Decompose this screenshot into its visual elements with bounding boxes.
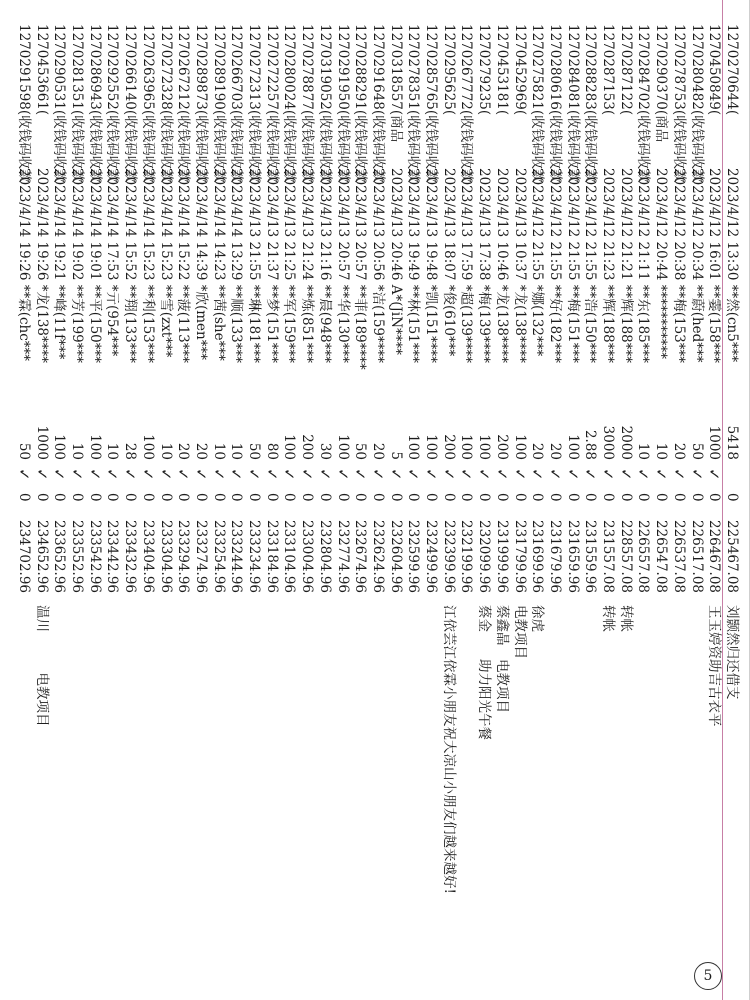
balance-cell: 233432.96 — [122, 520, 139, 594]
datetime-cell: 2023/4/13 20:56 *洁(159**** — [370, 168, 386, 363]
amount-cell: 20 — [670, 442, 687, 460]
ledger-row — [14, 0, 34, 1000]
datetime-cell: 2023/4/13 17:38 *梅(139**** — [476, 168, 493, 363]
check-mark: ✓ — [546, 468, 564, 481]
ledger-row — [722, 0, 742, 1000]
reference-cell: 1270291598(收钱码收款 — [16, 24, 32, 183]
zero-cell: 0 — [316, 493, 333, 502]
zero-cell: 0 — [688, 493, 705, 502]
note-cell: 转帐 — [600, 605, 617, 632]
zero-cell: 0 — [228, 493, 245, 502]
ledger-row — [368, 0, 388, 1000]
reference-cell: 1270280616(收钱码收款 — [547, 24, 563, 183]
reference-cell: 1270267772(收钱码收款 — [458, 24, 475, 183]
reference-cell: 1270284702(收钱码收款 — [635, 24, 652, 183]
amount-cell: 10 — [653, 442, 670, 460]
amount-cell: 200 — [299, 434, 316, 460]
zero-cell: 0 — [670, 493, 687, 502]
datetime-cell: 2023/4/14 19:21 **峰(11f*** — [51, 168, 68, 360]
zero-cell: 0 — [370, 493, 386, 502]
datetime-cell: 2023/4/13 20:57 **华(130*** — [334, 168, 351, 363]
ledger-row — [209, 0, 229, 1000]
zero-cell: 0 — [440, 493, 457, 502]
datetime-cell: 2023/4/13 21:25 **军(159*** — [281, 168, 298, 363]
amount-cell: 200 — [440, 434, 457, 460]
amount-cell: 100 — [334, 434, 351, 460]
check-mark: ✓ — [227, 468, 246, 481]
check-mark: ✓ — [616, 468, 635, 481]
balance-cell: 225467.08 — [724, 520, 740, 594]
zero-cell: 0 — [600, 493, 617, 502]
ledger-row — [67, 0, 87, 1000]
check-mark: ✓ — [262, 468, 281, 481]
check-mark: ✓ — [333, 468, 352, 481]
zero-cell: 0 — [706, 493, 723, 502]
datetime-cell: 2023/4/14 19:01 **平(150*** — [86, 168, 103, 363]
check-mark: ✓ — [121, 468, 140, 481]
ledger-row — [457, 0, 477, 1000]
datetime-cell: 2023/4/13 18:07 *俊(610*** — [440, 168, 457, 357]
amount-cell: 50 — [352, 442, 369, 460]
note-cell: 徐虎 — [529, 605, 546, 632]
balance-cell: 231799.96 — [511, 520, 528, 594]
ledger-row — [103, 0, 123, 1000]
reference-cell: 1270285765(收钱码收款 — [423, 24, 440, 183]
balance-cell: 231999.96 — [493, 520, 510, 594]
balance-cell: 233274.96 — [193, 520, 209, 594]
reference-cell: 1270272328(收钱码收款 — [157, 24, 174, 183]
datetime-cell: 2023/4/13 10:37 *龙(138**** — [511, 168, 528, 363]
reference-cell: 1270319052(收钱码收款 — [316, 24, 333, 183]
zero-cell: 0 — [423, 493, 440, 502]
ledger-row — [350, 0, 370, 1000]
ledger-row — [545, 0, 565, 1000]
amount-cell: 100 — [86, 434, 103, 460]
reference-cell: 1270280024(收钱码收款 — [281, 24, 298, 183]
check-mark: ✓ — [510, 468, 529, 481]
ledger-row — [156, 0, 176, 1000]
zero-cell: 0 — [104, 493, 121, 502]
datetime-cell: 2023/4/14 19:26 **霖(chc*** — [16, 168, 32, 362]
check-mark: ✓ — [599, 468, 618, 481]
amount-cell: 100 — [51, 434, 68, 460]
reference-cell: 1270278351(收钱码收款 — [405, 24, 422, 183]
ledger-row — [297, 0, 317, 1000]
reference-cell: 1270281351(收钱码收款 — [69, 24, 86, 183]
datetime-cell: 2023/4/13 21:37 **梦(151*** — [263, 168, 280, 363]
ledger-row — [510, 0, 530, 1000]
note-cell: 蔡金 助力阳光午餐 — [476, 605, 493, 740]
reference-cell: 1270290531(收钱码收款 — [51, 24, 68, 183]
ledger-row — [616, 0, 636, 1000]
check-mark: ✓ — [209, 468, 228, 481]
check-mark: ✓ — [192, 468, 210, 481]
datetime-cell: 2023/4/14 19:02 **芳(199*** — [69, 168, 86, 363]
zero-cell: 0 — [653, 493, 670, 502]
zero-cell: 0 — [387, 493, 404, 502]
ledger-row — [333, 0, 353, 1000]
datetime-cell: 2023/4/13 17:59 *超(139**** — [458, 168, 475, 363]
reference-cell: 1270288283(收钱码收款 — [582, 24, 599, 183]
zero-cell: 0 — [210, 493, 227, 502]
reference-cell: 1270280482(收钱码收款 — [688, 24, 705, 183]
check-mark: ✓ — [315, 468, 334, 481]
amount-cell: 20 — [175, 442, 192, 460]
ledger-row — [315, 0, 335, 1000]
amount-cell: 100 — [564, 434, 581, 460]
zero-cell: 0 — [16, 493, 32, 502]
check-mark: ✓ — [652, 468, 671, 481]
reference-cell: 1270266140(收钱码收款 — [122, 24, 139, 183]
zero-cell: 0 — [281, 493, 298, 502]
datetime-cell: 2023/4/12 21:11 **东(185*** — [635, 168, 652, 363]
amount-cell: 20 — [370, 442, 386, 460]
datetime-cell: 2023/4/13 19:49 **林(151*** — [405, 168, 422, 363]
balance-cell: 232774.96 — [334, 520, 351, 594]
balance-cell: 226547.08 — [653, 520, 670, 594]
page-number: 5 — [694, 962, 722, 990]
balance-cell: 233542.96 — [86, 520, 103, 594]
amount-cell: 20 — [529, 442, 546, 460]
datetime-cell: 2023/4/12 21:23 **辉(188*** — [600, 168, 617, 363]
amount-cell: 200 — [493, 434, 510, 460]
check-mark: ✓ — [439, 468, 458, 481]
balance-cell: 233552.96 — [69, 520, 86, 594]
check-mark: ✓ — [32, 468, 51, 481]
check-mark: ✓ — [581, 468, 600, 481]
zero-cell: 0 — [175, 493, 192, 502]
ledger-row — [563, 0, 583, 1000]
balance-cell: 232399.96 — [440, 520, 457, 594]
datetime-cell: 2023/4/13 21:55 **琳(181*** — [246, 168, 263, 363]
ledger-row — [191, 0, 211, 1000]
balance-cell: 226467.08 — [706, 520, 723, 594]
reference-cell: 1270275821(收钱码收款 — [529, 24, 546, 183]
amount-cell: 10 — [104, 442, 121, 460]
check-mark: ✓ — [298, 468, 317, 481]
ledger-row — [651, 0, 671, 1000]
datetime-cell: 2023/4/12 20:44 *********** — [653, 168, 670, 359]
reference-cell: 1270295625( — [440, 24, 457, 116]
reference-cell: 1270278753(收钱码收款 — [670, 24, 687, 183]
check-mark: ✓ — [280, 468, 299, 481]
ledger-row — [421, 0, 441, 1000]
amount-cell: 100 — [458, 434, 475, 460]
check-mark: ✓ — [563, 468, 582, 481]
check-mark: ✓ — [103, 468, 122, 481]
ledger-row — [262, 0, 282, 1000]
amount-cell: 10 — [228, 442, 245, 460]
balance-cell: 233404.96 — [139, 520, 156, 594]
datetime-cell: 2023/4/12 21:55 **梅(151*** — [564, 168, 581, 363]
amount-cell: 5418 — [724, 425, 740, 460]
zero-cell: 0 — [246, 493, 263, 502]
balance-cell: 233004.96 — [299, 520, 316, 594]
zero-cell: 0 — [122, 493, 139, 502]
check-mark: ✓ — [634, 468, 653, 481]
check-mark: ✓ — [174, 468, 193, 481]
balance-cell: 232199.96 — [458, 520, 475, 594]
datetime-cell: 2023/4/12 13:30 **然(cn5*** — [724, 168, 740, 363]
reference-cell: 1270267212(收钱码收款 — [175, 24, 192, 183]
check-mark: ✓ — [85, 468, 104, 481]
reference-cell: 1270452969( — [511, 24, 528, 116]
balance-cell: 234652.96 — [33, 520, 50, 594]
reference-cell: 1270453661( — [33, 24, 50, 116]
zero-cell: 0 — [86, 493, 103, 502]
amount-cell: 80 — [263, 442, 280, 460]
balance-cell: 232624.96 — [370, 520, 386, 594]
zero-cell: 0 — [582, 493, 599, 502]
balance-cell: 232599.96 — [405, 520, 422, 594]
note-cell: 温川 电教项目 — [33, 605, 50, 727]
datetime-cell: 2023/4/14 14:23 **茜(she*** — [210, 168, 227, 361]
datetime-cell: 2023/4/14 15:22 **菠(113*** — [175, 168, 192, 363]
zero-cell: 0 — [724, 493, 740, 502]
note-cell: 江依芸江依霖小朋友祝大凉山小朋友们越来越好! — [440, 605, 457, 894]
zero-cell: 0 — [263, 493, 280, 502]
note-cell: 转帐 — [617, 605, 634, 632]
amount-cell: 50 — [16, 442, 32, 460]
check-mark: ✓ — [705, 468, 724, 481]
reference-cell: 1270289190(收钱码收款 — [210, 24, 227, 183]
reference-cell: 1270291950(收钱码收款 — [334, 24, 351, 183]
amount-cell: 10 — [635, 442, 652, 460]
balance-cell: 233254.96 — [210, 520, 227, 594]
balance-cell: 231559.96 — [582, 520, 599, 594]
reference-cell: 1270450849( — [706, 24, 723, 116]
datetime-cell: 2023/4/14 13:29 **顺(133*** — [228, 168, 245, 363]
amount-cell: 100 — [281, 434, 298, 460]
datetime-cell: 2023/4/12 20:34 **蔚(hed*** — [688, 168, 705, 363]
zero-cell: 0 — [511, 493, 528, 502]
balance-cell: 231557.08 — [600, 520, 617, 594]
check-mark: ✓ — [457, 468, 476, 481]
amount-cell: 10 — [69, 442, 86, 460]
note-cell: 刘颢然归还借支 — [724, 605, 740, 700]
ledger-row — [403, 0, 423, 1000]
zero-cell: 0 — [617, 493, 634, 502]
balance-cell: 233442.96 — [104, 520, 121, 594]
zero-cell: 0 — [493, 493, 510, 502]
amount-cell: 100 — [476, 434, 493, 460]
check-mark: ✓ — [475, 468, 494, 481]
amount-cell: 50 — [246, 442, 263, 460]
reference-cell: 1270272257(收钱码收款 — [263, 24, 280, 183]
balance-cell: 228557.08 — [617, 520, 634, 594]
balance-cell: 233304.96 — [157, 520, 174, 594]
check-mark: ✓ — [687, 468, 706, 481]
datetime-cell: 2023/4/13 21:24 **炼(851*** — [299, 168, 316, 363]
zero-cell: 0 — [157, 493, 174, 502]
balance-cell: 226557.08 — [635, 520, 652, 594]
datetime-cell: 2023/4/13 19:48 *凯(151**** — [423, 168, 440, 363]
reference-cell: 1270266703(收钱码收款 — [228, 24, 245, 183]
ledger-row — [120, 0, 140, 1000]
reference-cell: 1270289873(收钱码收款 — [193, 24, 209, 183]
check-mark: ✓ — [492, 468, 511, 481]
check-mark: ✓ — [422, 468, 441, 481]
ledger-row — [226, 0, 246, 1000]
ledger-row — [280, 0, 300, 1000]
ledger-row — [32, 0, 52, 1000]
check-mark: ✓ — [245, 468, 264, 481]
check-mark: ✓ — [15, 468, 33, 481]
reference-cell: 1270453181( — [493, 24, 510, 116]
ledger-row — [687, 0, 707, 1000]
zero-cell: 0 — [51, 493, 68, 502]
reference-cell: 1270278877(收钱码收款 — [299, 24, 316, 183]
reference-cell: 1270288291(收钱码收款 — [352, 24, 369, 183]
zero-cell: 0 — [334, 493, 351, 502]
reference-cell: 1270292552(收钱码收款 — [104, 24, 121, 183]
check-mark: ✓ — [669, 468, 688, 481]
zero-cell: 0 — [547, 493, 563, 502]
ledger-row — [580, 0, 600, 1000]
amount-cell: 30 — [316, 442, 333, 460]
check-mark: ✓ — [386, 468, 405, 481]
ledger-row — [49, 0, 69, 1000]
ledger-row — [439, 0, 459, 1000]
reference-cell: 1270263965(收钱码收款 — [139, 24, 156, 183]
reference-cell: 1270284081(收钱码收款 — [564, 24, 581, 183]
reference-cell: 1270270644( — [724, 24, 740, 116]
ledger-row — [173, 0, 193, 1000]
check-mark: ✓ — [138, 468, 157, 481]
amount-cell: 1000 — [706, 425, 723, 460]
balance-cell: 232804.96 — [316, 520, 333, 594]
balance-cell: 231679.96 — [547, 520, 563, 594]
zero-cell: 0 — [193, 493, 209, 502]
balance-cell: 232499.96 — [423, 520, 440, 594]
balance-cell: 226537.08 — [670, 520, 687, 594]
datetime-cell: 2023/4/14 19:26 *龙(138**** — [33, 168, 50, 363]
reference-cell: 1270290370(商品 — [653, 24, 670, 143]
reference-cell: 1270291648(收钱码收款 — [370, 24, 386, 183]
datetime-cell: 2023/4/12 16:01 **霎(158*** — [706, 168, 723, 363]
ledger-row — [634, 0, 654, 1000]
check-mark: ✓ — [351, 468, 370, 481]
datetime-cell: 2023/4/12 20:38 **梅(153*** — [670, 168, 687, 363]
datetime-cell: 2023/4/12 21:21 **辉(188*** — [617, 168, 634, 363]
zero-cell: 0 — [139, 493, 156, 502]
zero-cell: 0 — [33, 493, 50, 502]
balance-cell: 233294.96 — [175, 520, 192, 594]
zero-cell: 0 — [458, 493, 475, 502]
datetime-cell: 2023/4/12 21:55 **浩(150*** — [582, 168, 599, 363]
balance-cell: 226517.08 — [688, 520, 705, 594]
zero-cell: 0 — [529, 493, 546, 502]
reference-cell: 1270287153( — [600, 24, 617, 116]
amount-cell: 10 — [157, 442, 174, 460]
balance-cell: 233234.96 — [246, 520, 263, 594]
zero-cell: 0 — [564, 493, 581, 502]
zero-cell: 0 — [299, 493, 316, 502]
ledger-row — [386, 0, 406, 1000]
balance-cell: 231699.96 — [529, 520, 546, 594]
amount-cell: 20 — [193, 442, 209, 460]
reference-cell: 1270272313(收钱码收款 — [246, 24, 263, 183]
amount-cell: 100 — [423, 434, 440, 460]
balance-cell: 231659.96 — [564, 520, 581, 594]
check-mark: ✓ — [528, 468, 547, 481]
check-mark: ✓ — [68, 468, 87, 481]
amount-cell: 2.88 — [582, 429, 599, 460]
amount-cell: 2000 — [617, 425, 634, 460]
ledger-row — [704, 0, 724, 1000]
check-mark: ✓ — [369, 468, 387, 481]
amount-cell: 10 — [210, 442, 227, 460]
note-cell: 王玉婷资助吉古衣平 — [706, 605, 723, 727]
zero-cell: 0 — [352, 493, 369, 502]
amount-cell: 100 — [511, 434, 528, 460]
datetime-cell: 2023/4/13 21:16 **晨(948*** — [316, 168, 333, 363]
reference-cell: 1270318557(商品 — [387, 24, 404, 143]
balance-cell: 233652.96 — [51, 520, 68, 594]
balance-cell: 233104.96 — [281, 520, 298, 594]
ledger-row — [527, 0, 547, 1000]
amount-cell: 100 — [139, 434, 156, 460]
ledger-row — [244, 0, 264, 1000]
datetime-cell: 2023/4/14 15:23 **利(153*** — [139, 168, 156, 363]
zero-cell: 0 — [635, 493, 652, 502]
reference-cell: 1270287122( — [617, 24, 634, 116]
datetime-cell: 2023/4/14 14:39 *欣(men*** — [193, 168, 209, 360]
datetime-cell: 2023/4/13 10:46 *龙(138**** — [493, 168, 510, 363]
zero-cell: 0 — [476, 493, 493, 502]
balance-cell: 233184.96 — [263, 520, 280, 594]
ledger-row — [474, 0, 494, 1000]
balance-cell: 232604.96 — [387, 520, 404, 594]
ledger-row — [492, 0, 512, 1000]
datetime-cell: 2023/4/14 15:23 **雪(zxt*** — [157, 168, 174, 358]
amount-cell: 28 — [122, 442, 139, 460]
balance-cell: 232674.96 — [352, 520, 369, 594]
ledger-row — [598, 0, 618, 1000]
note-cell: 蔡鑫晶 电教项目 — [493, 605, 510, 713]
check-mark: ✓ — [50, 468, 69, 481]
balance-cell: 233244.96 — [228, 520, 245, 594]
amount-cell: 20 — [547, 442, 563, 460]
ledger-row — [85, 0, 105, 1000]
datetime-cell: 2023/4/14 15:52 **翔(133*** — [122, 168, 139, 363]
zero-cell: 0 — [69, 493, 86, 502]
zero-cell: 0 — [405, 493, 422, 502]
check-mark: ✓ — [156, 468, 175, 481]
datetime-cell: 2023/4/14 17:53 *亓(954*** — [104, 168, 121, 357]
amount-cell: 50 — [688, 442, 705, 460]
balance-cell: 232099.96 — [476, 520, 493, 594]
datetime-cell: 2023/4/13 20:46 A*(JiN**** — [387, 168, 404, 356]
datetime-cell: 2023/4/13 20:57 **菲(189**** — [352, 168, 369, 370]
balance-cell: 234702.96 — [16, 520, 32, 594]
reference-cell: 1270286943(收钱码收款 — [86, 24, 103, 183]
amount-cell: 1000 — [33, 425, 50, 460]
amount-cell: 100 — [405, 434, 422, 460]
amount-cell: 5 — [387, 451, 404, 460]
check-mark: ✓ — [404, 468, 423, 481]
amount-cell: 3000 — [600, 425, 617, 460]
datetime-cell: 2023/4/12 21:55 **好(182*** — [547, 168, 563, 363]
reference-cell: 1270279235( — [476, 24, 493, 116]
note-cell: 电教项目 — [511, 605, 528, 659]
ledger-row — [669, 0, 689, 1000]
datetime-cell: 2023/4/12 21:55 *娜(132*** — [529, 168, 546, 357]
ledger-row — [138, 0, 158, 1000]
